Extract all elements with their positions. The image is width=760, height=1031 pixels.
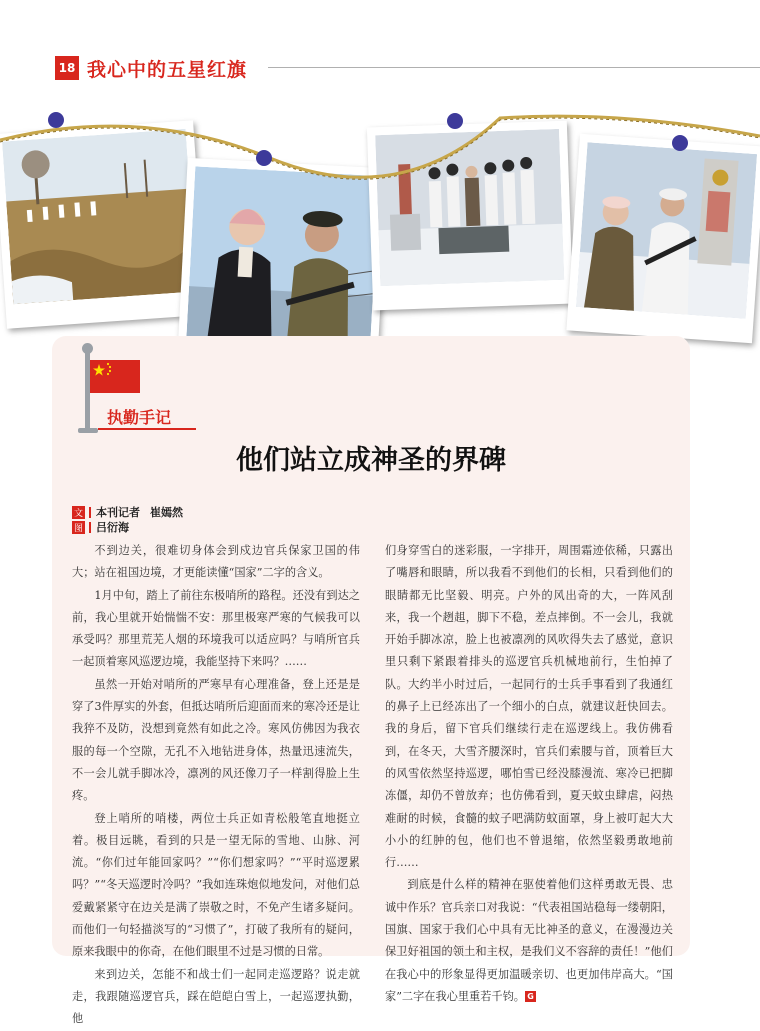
paragraph-text: 到底是什么样的精神在驱使着他们这样勇敢无畏、忠诚中作乐？官兵亲口对我说：“代表祖国站稳每一缕朝阳，国旗、国家于我们心中具有无比神圣的意义，在漫漫边关保卫好祖国的领土和主权，是我们义不容辞的责任！”他们在我心中的形象显得更加温暖亲切、也更加伟岸高大。“国家”二字在我心里重若千钧。 <box>385 878 673 1003</box>
article-headline: 他们站立成神圣的界碑 <box>236 445 506 476</box>
paragraph-final <box>385 874 673 1008</box>
paragraph: 不到边关，很难切身体会到戍边官兵保家卫国的伟大；站在祖国边境，才更能读懂“国家”二字的含义。 <box>72 544 360 580</box>
clothesline-rope <box>0 100 760 180</box>
paragraph: 们身穿雪白的迷彩服，一字排开，周围霜迹依稀，只露出了嘴唇和眼睛，所以我看不到他们的长相，只看到他们的眼睛都无比坚毅、明亮。户外的风出奇的大，一阵风刮来，我一个趔趄，脚下不稳，差点摔倒。不一会儿，我就开始手脚冰凉，脸上也被凛冽的风吹得失去了感觉，意识里只剩下紧跟着排头的巡逻官兵机械地前行，生怕掉了队。大约半小时过后，一起同行的士兵手事看到了我通红的鼻子上已经冻出了一个细小的白点，就建议赶快回去。我的身后，留下官兵们继续行走在巡逻线上。我仿佛看到，在冬天，大雪齐腰深时，官兵们索腰与首，顶着巨大的风雪依然坚持巡逻，哪怕雪已经没膝漫流、寒冷已把脚冻僵，却仍不曾放弃；也仿佛看到，夏天蚊虫肆虐，闷热难耐的时候，食髓的蚊子吧满防蚊面罩，身上被叮起大大小小的红肿的包，他们也不曾退缩，依然坚毅勇敢地前行…… <box>385 544 673 870</box>
clip-icon <box>48 112 688 166</box>
paragraph: 虽然一开始对哨所的严寒早有心理准备，登上还是是穿了3件厚实的外套，但抵达哨所后迎面而来的寒冷还是让我猝不及防，没想到竟然有如此之冷。寒风仿佛因为我衣服的每一个空隙，无孔不入地钻进身体，热量迅速流失，不一会儿就手脚冰冷，凛冽的风还像刀子一样割得脸上生疼。 <box>72 677 360 803</box>
byline-photographer <box>72 519 129 535</box>
writer-name: 崔嫣然 <box>150 506 183 519</box>
credit-divider <box>89 507 91 518</box>
flagpole-base <box>78 428 98 433</box>
byline-writer <box>72 504 183 520</box>
photo-credit-tag: 图 <box>72 521 85 534</box>
national-flag-icon <box>90 360 140 393</box>
photographer-name: 吕衍海 <box>96 521 129 534</box>
column-rubric: 执勤手记 <box>107 408 172 427</box>
text-credit-tag: 文 <box>72 506 85 519</box>
paragraph: 登上哨所的哨楼，两位士兵正如青松般笔直地挺立着。极目远眺，看到的只是一望无际的雪地、山脉、河流。“你们过年能回家吗？”“你们想家吗？”“平时巡逻累吗？”“冬天巡逻时冷吗？”我如连珠炮似地发问，对他们总爱戴紧紧守在边关是满了崇敬之时，不免产生诸多疑问。而他们一句轻描淡写的“习惯了”，打破了我所有的疑问，原来我眼中的你奇，在他们眼里不过是习惯的日常。 <box>72 811 360 959</box>
header-divider <box>268 67 760 68</box>
article-column-left <box>72 540 360 1031</box>
paragraph: 1月中旬，踏上了前往东极哨所的路程。还没有到达之前，我心里就开始惴惴不安：那里极寒严寒的气候我可以承受吗？那里荒芜人烟的环境我可以适应吗？与哨所官兵一起顶着寒风巡逻边境，我能坚持下来吗？…… <box>72 588 360 669</box>
paragraph: 来到边关，怎能不和战士们一起同走巡逻路？说走就走，我跟随巡逻官兵，踩在皑皑白雪上，一起巡逻执勤，他 <box>72 967 360 1026</box>
end-mark-icon: G <box>525 991 536 1002</box>
page-header <box>55 54 247 82</box>
section-title: 我心中的五星红旗 <box>87 58 248 81</box>
rubric-underline <box>98 428 196 430</box>
credit-divider <box>89 522 91 533</box>
article-column-right <box>385 540 673 1008</box>
page-number: 18 <box>55 56 79 80</box>
writer-role: 本刊记者 <box>96 506 140 519</box>
